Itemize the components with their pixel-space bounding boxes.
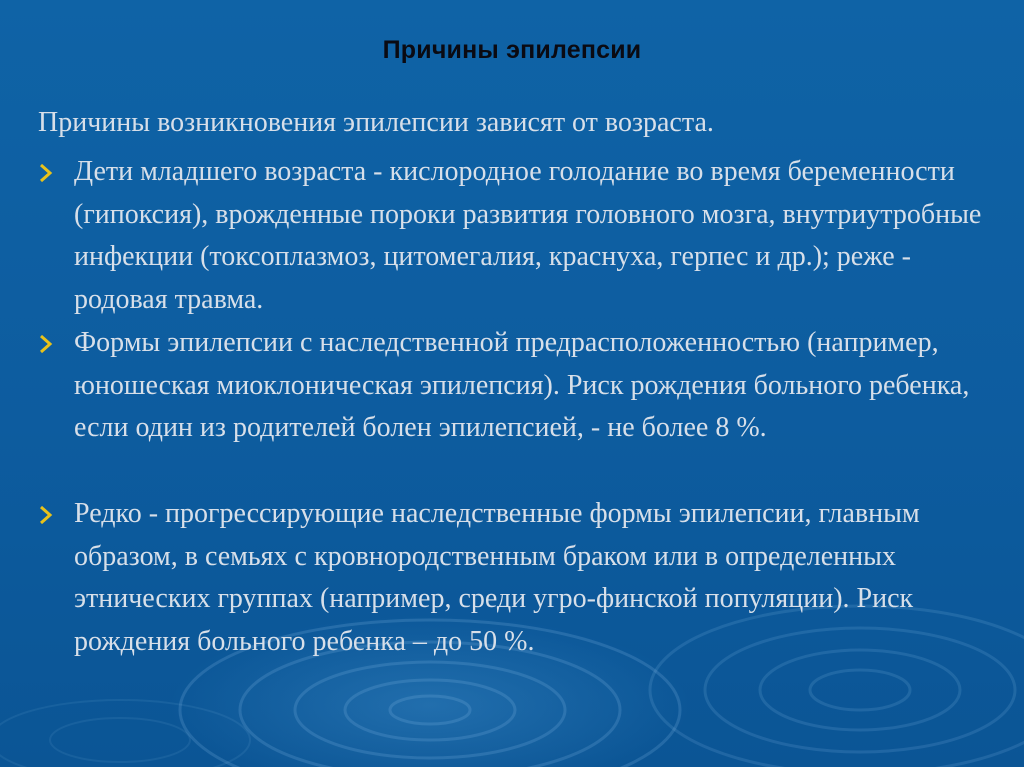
bullet-item (38, 151, 998, 321)
arrow-bullet-icon (38, 332, 54, 356)
arrow-bullet-icon (38, 161, 54, 185)
bullet-text: Формы эпилепсии с наследственной предрасположенностью (например, юношеская миоклоническая эпилепсия). Риск рождения больного ребенка, если один из родителей болен эпилепсией, - не более 8 %. (74, 327, 970, 443)
bullet-item (38, 322, 998, 450)
arrow-bullet-icon (38, 503, 54, 527)
intro-text: Причины возникновения эпилепсии зависят от возраста. (38, 107, 714, 138)
bullet-text: Редко - прогрессирующие наследственные формы эпилепсии, главным образом, в семьях с кровнородственным браком или в определенных этнических группах (например, среди угро-финской популяции). Риск рождения больного ребенка – до 50 %. (74, 498, 920, 657)
bullet-text: Дети младшего возраста - кислородное голодание во время беременности (гипоксия), врожденные пороки развития головного мозга, внутриутробные инфекции (токсоплазмоз, цитомегалия, краснуха, герпес и др.); реже - родовая травма. (74, 156, 982, 315)
slide-title: Причины эпилепсии (382, 36, 642, 64)
bullet-item (38, 493, 998, 663)
